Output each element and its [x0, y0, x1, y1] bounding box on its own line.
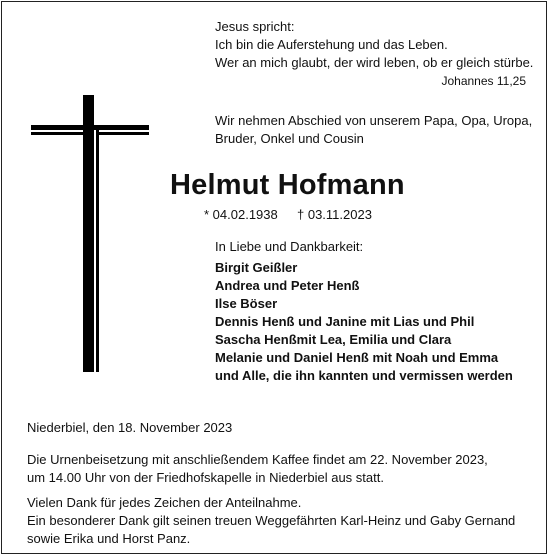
verse-line-2: Wer an mich glaubt, der wird leben, ob er gleich stürbe.	[215, 55, 534, 70]
mourners-intro: In Liebe und Dankbarkeit:	[215, 239, 364, 254]
funeral-line-2: um 14.00 Uhr von der Friedhofskapelle in Niederbiel aus statt.	[27, 470, 384, 485]
mourner-name: und Alle, die ihn kannten und vermissen werden	[215, 368, 513, 383]
mourner-name: Dennis Henß und Janine mit Lias und Phil	[215, 314, 475, 329]
farewell-line-2: Bruder, Onkel und Cousin	[215, 131, 364, 146]
thanks-line-2: Ein besonderer Dank gilt seinen treuen Weggefährten Karl-Heinz und Gaby Gernand	[27, 513, 516, 528]
thanks-line-1: Vielen Dank für jedes Zeichen der Anteilnahme.	[27, 495, 302, 510]
verse-reference: Johannes 11,25	[441, 74, 526, 88]
mourner-name: Andrea und Peter Henß	[215, 278, 360, 293]
farewell-line-1: Wir nehmen Abschied von unserem Papa, Opa, Uropa,	[215, 113, 533, 128]
mourner-name: Sascha Henßmit Lea, Emilia und Clara	[215, 332, 452, 347]
thanks-line-3: sowie Erika und Horst Panz.	[27, 531, 191, 546]
funeral-line-1: Die Urnenbeisetzung mit anschließendem Kaffee findet am 22. November 2023,	[27, 452, 488, 467]
verse-intro: Jesus spricht:	[215, 19, 295, 34]
death-date: † 03.11.2023	[297, 207, 372, 222]
mourner-name: Birgit Geißler	[215, 260, 298, 275]
mourner-name: Melanie und Daniel Henß mit Noah und Emma	[215, 350, 499, 365]
place-date: Niederbiel, den 18. November 2023	[27, 420, 233, 435]
verse-line-1: Ich bin die Auferstehung und das Leben.	[215, 37, 448, 52]
deceased-name: Helmut Hofmann	[170, 169, 405, 201]
mourner-name: Ilse Böser	[215, 296, 278, 311]
birth-date: * 04.02.1938	[204, 207, 278, 222]
